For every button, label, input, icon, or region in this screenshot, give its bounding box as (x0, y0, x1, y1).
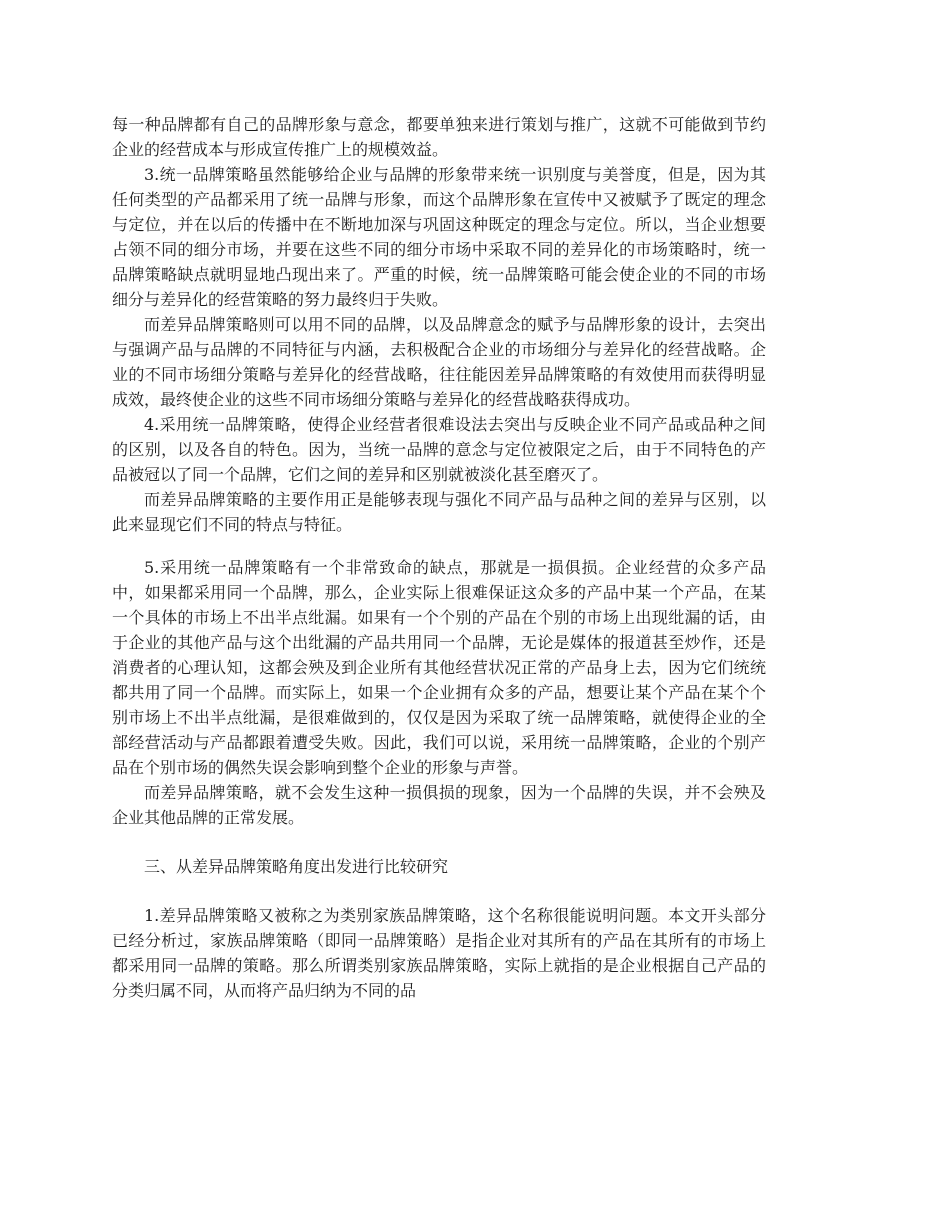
paragraph-point-3: 3.统一品牌策略虽然能够给企业与品牌的形象带来统一识别度与美誉度，但是，因为其任何类型的产品都采用了统一品牌与形象，而这个品牌形象在宣传中又被赋予了既定的理念与定位，并在以后的传播中在不断地加深与巩固这种既定的理念与定位。所以，当企业想要占领不同的细分市场，并要在这些不同的细分市场中采取不同的差异化的市场策略时，统一品牌策略缺点就明显地凸现出来了。严重的时候，统一品牌策略可能会使企业的不同的市场细分与差异化的经营策略的努力最终归于失败。 (112, 165, 766, 309)
paragraph-contrast-3: 而差异品牌策略则可以用不同的品牌，以及品牌意念的赋予与品牌形象的设计，去突出与强调产品与品牌的不同特征与内涵，去积极配合企业的市场细分与差异化的经营战略。企业的不同市场细分策略与差异化的经营战略，往往能因差异品牌策略的有效使用而获得明显成效，最终使企业的这些不同市场细分策略与差异化的经营战略获得成功。 (112, 315, 766, 409)
paragraph-contrast-4: 而差异品牌策略的主要作用正是能够表现与强化不同产品与品种之间的差异与区别，以此来显现它们不同的特点与特征。 (112, 490, 766, 534)
section-heading: 三、从差异品牌策略角度出发进行比较研究 (144, 857, 449, 876)
paragraph-point-5: 5.采用统一品牌策略有一个非常致命的缺点，那就是一损俱损。企业经营的众多产品中，如果都采用同一个品牌，那么，企业实际上很难保证这众多的产品中某一个产品，在某一个具体的市场上不出半点纰漏。如果有一个个别的产品在个别的市场上出现纰漏的话，由于企业的其他产品与这个出纰漏的产品共用同一个品牌，无论是媒体的报道甚至炒作，还是消费者的心理认知，这都会殃及到企业所有其他经营状况正常的产品身上去，因为它们统统都共用了同一个品牌。而实际上，如果一个企业拥有众多的产品，想要让某个产品在某个个别市场上不出半点纰漏，是很难做到的，仅仅是因为采取了统一品牌策略，就使得企业的全部经营活动与产品都跟着遭受失败。因此，我们可以说，采用统一品牌策略，企业的个别产品在个别市场的偶然失误会影响到整个企业的形象与声誉。 (112, 558, 766, 777)
paragraph-section3-point-1: 1.差异品牌策略又被称之为类别家族品牌策略，这个名称很能说明问题。本文开头部分已经分析过，家族品牌策略（即同一品牌策略）是指企业对其所有的产品在其所有的市场上都采用同一品牌的策略。那么所谓类别家族品牌策略，实际上就指的是企业根据自己产品的分类归属不同，从而将产品归纳为不同的品 (112, 906, 766, 1000)
paragraph-contrast-5: 而差异品牌策略，就不会发生这种一损俱损的现象，因为一个品牌的失误，并不会殃及企业其他品牌的正常发展。 (112, 783, 766, 827)
paragraph-point-4: 4.采用统一品牌策略，使得企业经营者很难设法去突出与反映企业不同产品或品种之间的区别，以及各自的特色。因为，当统一品牌的意念与定位被限定之后，由于不同特色的产品被冠以了同一个品牌，它们之间的差异和区别就被淡化甚至磨灭了。 (112, 415, 766, 484)
paragraph-continuation: 每一种品牌都有自己的品牌形象与意念，都要单独来进行策划与推广，这就不可能做到节约企业的经营成本与形成宣传推广上的规模效益。 (112, 115, 766, 159)
document-page (112, 112, 766, 1003)
